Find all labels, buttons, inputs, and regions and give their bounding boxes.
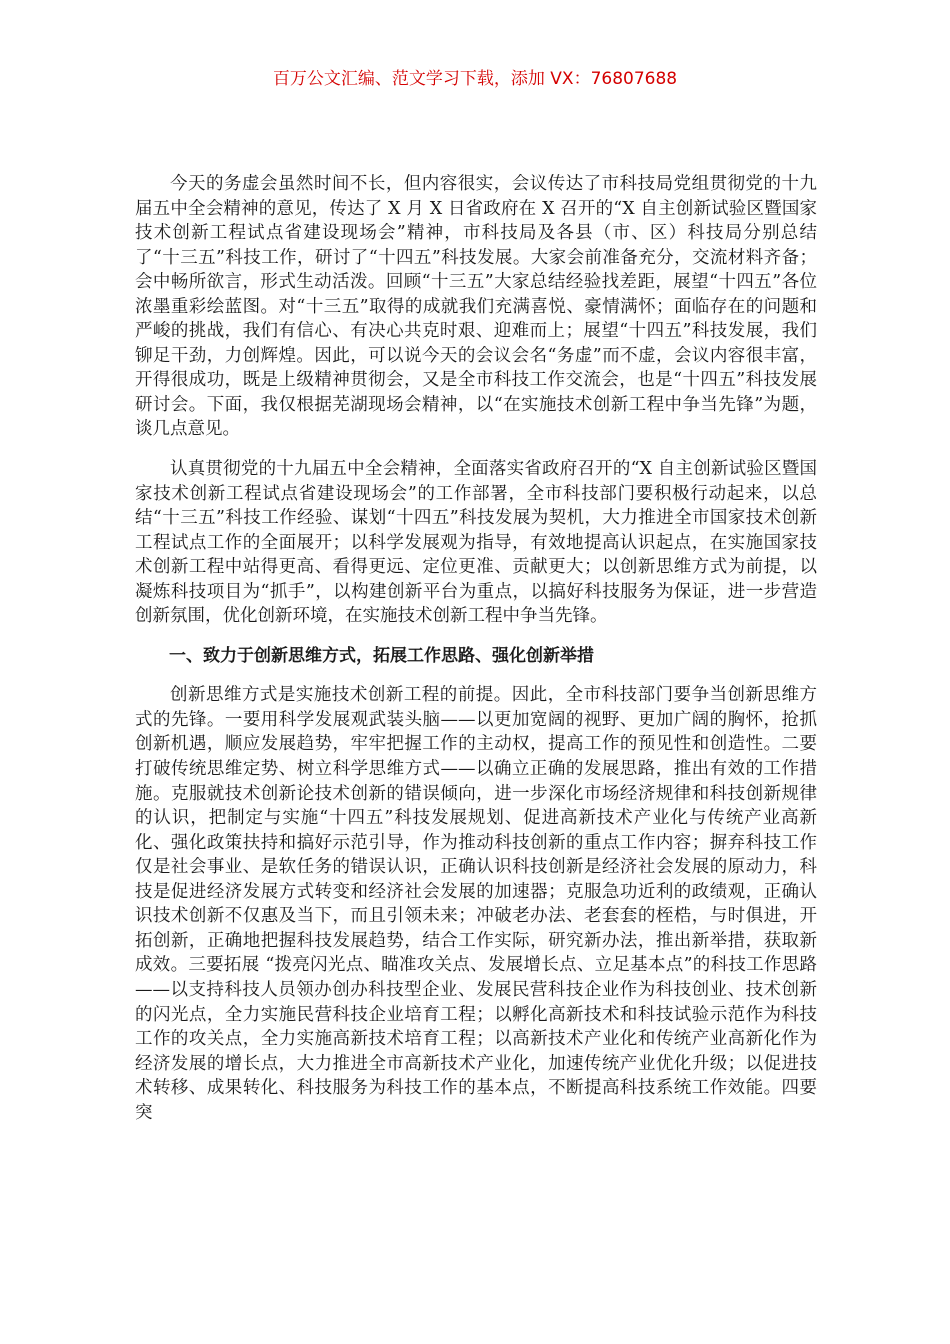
header-banner: 百万公文汇编、范文学习下载，添加 VX：76807688 <box>272 69 678 89</box>
paragraph: 今天的务虚会虽然时间不长，但内容很实，会议传达了市科技局党组贯彻党的十九届五中全会精神的意见，传达了 X 月 X 日省政府在 X 召开的“X 自主创新试验区暨国家技术创新工程试点省建设现场会”精神，市科技局及各县（市、区）科技局分别总结了“十三五”科技工作，研讨了“十四五”科技发展。大家会前准备充分，交流材料齐备；会中畅所欲言，形式生动活泼。回顾“十三五”大家总结经验找差距，展望“十四五”各位浓墨重彩绘蓝图。对“十三五”取得的成就我们充满喜悦、豪情满怀；面临存在的问题和严峻的挑战，我们有信心、有决心共克时艰、迎难而上；展望“十四五”科技发展，我们铆足干劲，力创辉煌。因此，可以说今天的会议会名“务虚”而不虚，会议内容很丰富，开得很成功，既是上级精神贯彻会，又是全市科技工作交流会，也是“十四五”科技发展研讨会。下面，我仅根据芜湖现场会精神，以“在实施技术创新工程中争当先锋”为题，谈几点意见。 <box>135 174 817 440</box>
document-body <box>135 172 817 1125</box>
paragraph-gap <box>135 629 817 644</box>
paragraph-gap <box>135 668 817 683</box>
paragraph: 创新思维方式是实施技术创新工程的前提。因此，全市科技部门要争当创新思维方式的先锋。一要用科学发展观武装头脑——以更加宽阔的视野、更加广阔的胸怀，抢抓创新机遇，顺应发展趋势，牢牢把握工作的主动权，提高工作的预见性和创造性。二要打破传统思维定势、树立科学思维方式——以确立正确的发展思路，推出有效的工作措施。克服就技术创新论技术创新的错误倾向，进一步深化市场经济规律和科技创新规律的认识，把制定与实施“十四五”科技发展规划、促进高新技术产业化与传统产业高新化、强化政策扶持和搞好示范引导，作为推动科技创新的重点工作内容；摒弃科技工作仅是社会事业、是软任务的错误认识，正确认识科技创新是经济社会发展的原动力，科技是促进经济发展方式转变和经济社会发展的加速器；克服急功近利的政绩观，正确认识技术创新不仅惠及当下，而且引领未来；冲破老办法、老套套的桎梏，与时俱进，开拓创新，正确地把握科技发展趋势，结合工作实际，研究新办法，推出新举措，获取新成效。三要拓展 “拨亮闪光点、瞄准攻关点、发展增长点、立足基本点”的科技工作思路——以支持科技人员领办创办科技型企业、发展民营科技企业作为科技创业、技术创新的闪光点，全力实施民营科技企业培育工程；以孵化高新技术和科技试验示范作为科技工作的攻关点，全力实施高新技术培育工程；以高新技术产业化和传统产业高新化作为经济发展的增长点，大力推进全市高新技术产业化，加速传统产业优化升级；以促进技术转移、成果转化、科技服务为科技工作的基本点，不断提高科技系统工作效能。四要突 <box>135 685 817 1123</box>
paragraph-gap <box>135 442 817 457</box>
section-heading: 一、致力于创新思维方式，拓展工作思路、强化创新举措 <box>169 645 594 666</box>
paragraph: 认真贯彻党的十九届五中全会精神，全面落实省政府召开的“X 自主创新试验区暨国家技术创新工程试点省建设现场会”的工作部署，全市科技部门要积极行动起来，以总结“十三五”科技工作经验、谋划“十四五”科技发展为契机，大力推进全市国家技术创新工程试点工作的全面展开；以科学发展观为指导，有效地提高认识起点，在实施国家技术创新工程中站得更高、看得更远、定位更准、贡献更大；以创新思维方式为前提，以凝炼科技项目为“抓手”，以构建创新平台为重点，以搞好科技服务为保证，进一步营造创新氛围，优化创新环境，在实施技术创新工程中争当先锋。 <box>135 459 817 627</box>
